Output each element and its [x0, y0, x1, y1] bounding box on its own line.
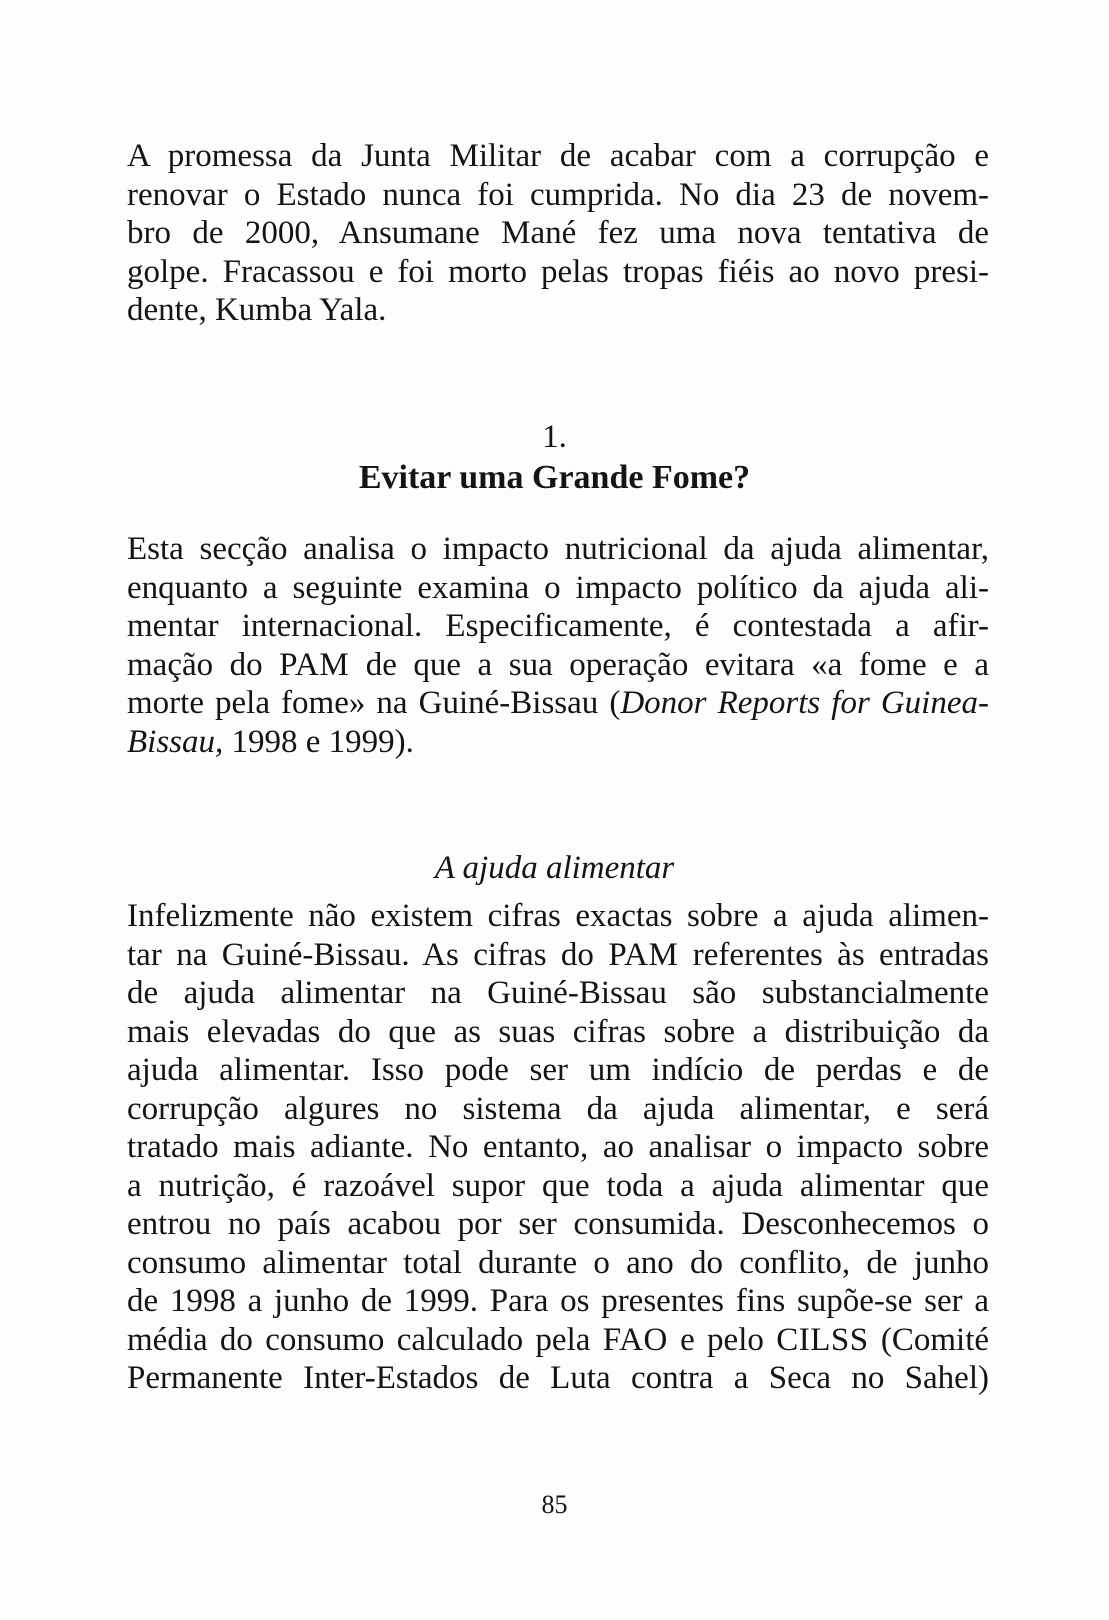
- text-line: consumo alimentar total durante o ano do conflito, de junho: [127, 1244, 989, 1281]
- text-line: enquanto a seguinte examina o impacto político da ajuda ali-: [127, 569, 989, 606]
- text-line: Esta secção analisa o impacto nutricional da ajuda alimentar,: [127, 531, 989, 567]
- text-line: ajuda alimentar. Isso pode ser um indício de perdas e de: [127, 1052, 989, 1088]
- text-line: [127, 1321, 989, 1360]
- text-line: bro de 2000, Ansumane Mané fez uma nova tentativa de: [127, 215, 989, 251]
- text-line: golpe. Fracassou e foi morto pelas tropas fiéis ao novo presi-: [127, 253, 989, 290]
- text-fragment: média do consumo calculado pela: [127, 1321, 591, 1358]
- page-number: 85: [541, 1490, 568, 1519]
- text-fragment: referentes às entradas: [692, 936, 989, 973]
- text-line: [127, 646, 989, 685]
- acronym-fao: FAO: [602, 1321, 668, 1358]
- text-fragment: tar na Guiné-Bissau. As cifras do: [127, 936, 594, 973]
- text-line: A promessa da Junta Militar de acabar com a corrupção e: [127, 138, 989, 174]
- text-line: corrupção algures no sistema da ajuda alimentar, e será: [127, 1090, 989, 1127]
- text-fragment: morte pela fome» na Guiné-Bissau (: [127, 685, 621, 721]
- subsection-title: A ajuda alimentar: [434, 850, 675, 886]
- citation-title: Bissau,: [127, 723, 224, 760]
- text-fragment: e pelo: [680, 1321, 764, 1358]
- paragraph-impacto-nutricional: [127, 530, 989, 761]
- acronym-pam: PAM: [608, 936, 679, 973]
- section-title: Evitar uma Grande Fome?: [358, 459, 751, 496]
- paragraph-ajuda-alimentar: [127, 897, 989, 1398]
- text-line: entrou no país acabou por ser consumida. Desconhecemos o: [127, 1206, 989, 1242]
- text-line: mais elevadas do que as suas cifras sobre a distribuição da: [127, 1013, 989, 1050]
- text-line: Infelizmente não existem cifras exactas sobre a ajuda alimen-: [127, 898, 989, 934]
- section-number: 1.: [542, 419, 567, 455]
- citation-title: Donor Reports for Guinea-: [620, 685, 989, 721]
- text-line: renovar o Estado nunca foi cumprida. No dia 23 de novem-: [127, 176, 989, 213]
- text-line: [127, 723, 989, 762]
- acronym-cilss: CILSS: [776, 1321, 869, 1358]
- text-fragment: (Comité: [880, 1321, 990, 1358]
- text-line: de 1998 a junho de 1999. Para os presentes fins supõe-se ser a: [127, 1283, 989, 1319]
- text-line: dente, Kumba Yala.: [127, 292, 387, 328]
- text-line: a nutrição, é razoável supor que toda a ajuda alimentar que: [127, 1167, 989, 1204]
- text-fragment: 1998 e 1999).: [231, 723, 414, 760]
- text-line: [127, 684, 989, 723]
- acronym-pam: PAM: [279, 646, 350, 683]
- paragraph-junta-militar: [127, 137, 989, 330]
- text-fragment: de que a sua operação evitara «a fome e a: [365, 646, 989, 683]
- text-line: Permanente Inter-Estados de Luta contra a Seca no Sahel): [127, 1360, 989, 1396]
- text-line: mentar internacional. Especificamente, é contestada a afir-: [127, 608, 989, 644]
- text-line: de ajuda alimentar na Guiné-Bissau são substancialmente: [127, 975, 989, 1011]
- text-line: [127, 936, 989, 975]
- text-fragment: mação do: [127, 646, 263, 683]
- text-line: tratado mais adiante. No entanto, ao analisar o impacto sobre: [127, 1129, 989, 1165]
